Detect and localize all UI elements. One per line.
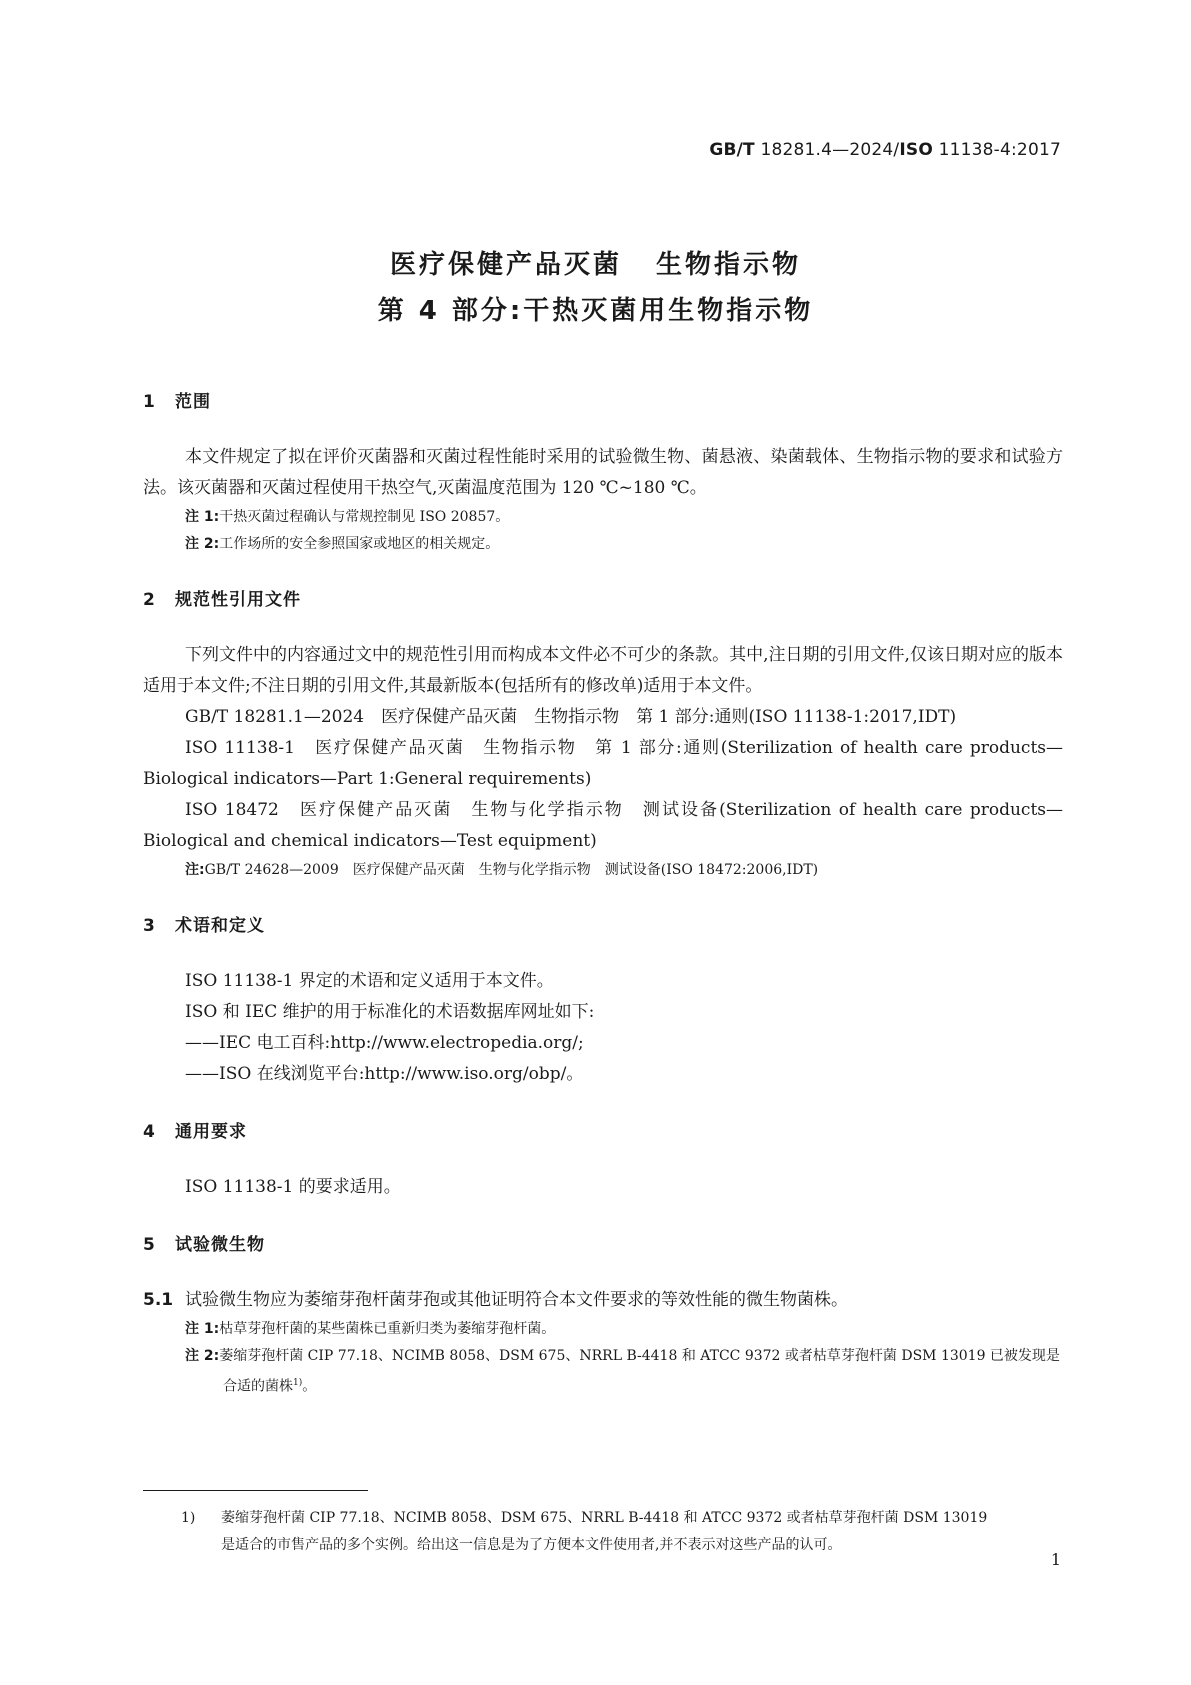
section-4-number: 4: [143, 1122, 156, 1142]
section-1-note-1: [143, 504, 1063, 531]
standard-number-header: [709, 140, 1061, 160]
section-5-note-2: [143, 1343, 1063, 1401]
normative-reference-1: GB/T 18281.1—2024 医疗保健产品灭菌 生物指示物 第 1 部分:通则(ISO 11138-1:2017,IDT): [185, 707, 957, 727]
normative-reference-3: ISO 18472 医疗保健产品灭菌 生物与化学指示物 测试设备(Sterilization of health care products—Biological and chemical indicators—Test equipment): [143, 800, 1063, 851]
note-label: 注 1:: [185, 1321, 220, 1337]
section-4-paragraph: ISO 11138-1 的要求适用。: [185, 1177, 401, 1197]
section-5-number: 5: [143, 1235, 156, 1255]
footnote-mark: 1): [181, 1510, 196, 1526]
page-number: 1: [1050, 1550, 1061, 1569]
section-1-paragraph: 本文件规定了拟在评价灭菌器和灭菌过程性能时采用的试验微生物、菌悬液、染菌载体、生物指示物的要求和试验方法。该灭菌器和灭菌过程使用干热空气,灭菌温度范围为 120 ℃~180 ℃。: [143, 447, 1063, 498]
section-3-title: 术语和定义: [175, 916, 265, 936]
section-3-number: 3: [143, 916, 156, 936]
section-4-heading: [143, 1120, 1063, 1144]
header-iso-code: 11138-4:2017: [932, 140, 1061, 160]
header-iso-prefix: ISO: [899, 140, 933, 160]
clause-5-1-number: 5.1: [143, 1290, 174, 1310]
section-1-heading: [143, 390, 1063, 414]
header-prefix: GB/T: [709, 140, 755, 160]
title-line1-part-a: 医疗保健产品灭菌: [389, 250, 622, 280]
note-label: 注 1:: [185, 509, 220, 525]
footnote-line-2: 是适合的市售产品的多个实例。给出这一信息是为了方便本文件使用者,并不表示对这些产品的认可。: [221, 1537, 842, 1553]
clause-5-1-text: 试验微生物应为萎缩芽孢杆菌芽孢或其他证明符合本文件要求的等效性能的微生物菌株。: [185, 1290, 848, 1310]
note-text: 枯草芽孢杆菌的某些菌株已重新归类为萎缩芽孢杆菌。: [219, 1321, 556, 1337]
note-text: 工作场所的安全参照国家或地区的相关规定。: [219, 536, 500, 552]
note-text: GB/T 24628—2009 医疗保健产品灭菌 生物与化学指示物 测试设备(ISO 18472:2006,IDT): [204, 862, 819, 878]
section-2-note: [143, 857, 1063, 884]
footnote: [143, 1505, 1063, 1559]
section-4-title: 通用要求: [175, 1122, 247, 1142]
footnote-separator: [143, 1490, 368, 1491]
termbase-iso-link: ——ISO 在线浏览平台:http://www.iso.org/obp/。: [185, 1064, 584, 1084]
header-code: 18281.4—2024/: [754, 140, 900, 160]
note-end: 。: [302, 1378, 317, 1395]
footnote-line-1: [143, 1505, 1063, 1532]
section-2-heading: [143, 588, 1063, 612]
section-5-heading: [143, 1233, 1063, 1257]
document-body: [143, 390, 1063, 1401]
note-label: 注 2:: [185, 1348, 220, 1364]
section-2-number: 2: [143, 590, 156, 610]
note-text: 干热灭菌过程确认与常规控制见 ISO 20857。: [219, 509, 510, 525]
note-label: 注 2:: [185, 536, 220, 552]
section-2-title: 规范性引用文件: [175, 590, 301, 610]
note-text: 萎缩芽孢杆菌 CIP 77.18、NCIMB 8058、DSM 675、NRRL B-4418 和 ATCC 9372 或者枯草芽孢杆菌 DSM 13019 已被发现是合适的菌株: [219, 1348, 1060, 1395]
document-title-line1: [0, 244, 1191, 281]
document-title-line2: 第 4 部分:干热灭菌用生物指示物: [377, 296, 814, 326]
normative-reference-2: ISO 11138-1 医疗保健产品灭菌 生物指示物 第 1 部分:通则(Sterilization of health care products—Biological indicators—Part 1:General requirements): [143, 738, 1063, 789]
footnote-text-1: 萎缩芽孢杆菌 CIP 77.18、NCIMB 8058、DSM 675、NRRL B-4418 和 ATCC 9372 或者枯草芽孢杆菌 DSM 13019: [221, 1510, 988, 1526]
section-3-line-2: ISO 和 IEC 维护的用于标准化的术语数据库网址如下:: [185, 1002, 595, 1022]
section-1-number: 1: [143, 392, 156, 412]
section-3-line-1: ISO 11138-1 界定的术语和定义适用于本文件。: [185, 971, 554, 991]
section-5-note-1: [143, 1316, 1063, 1343]
note-label: 注:: [185, 862, 205, 878]
clause-5-1: [143, 1285, 1063, 1316]
section-1-note-2: [143, 531, 1063, 558]
section-2-paragraph: 下列文件中的内容通过文中的规范性引用而构成本文件必不可少的条款。其中,注日期的引用文件,仅该日期对应的版本适用于本文件;不注日期的引用文件,其最新版本(包括所有的修改单)适用于本文件。: [143, 645, 1063, 696]
footnote-reference: 1): [293, 1378, 303, 1388]
section-1-title: 范围: [175, 392, 211, 412]
title-line1-part-b: 生物指示物: [656, 250, 802, 280]
section-5-title: 试验微生物: [175, 1235, 265, 1255]
termbase-iec-link: ——IEC 电工百科:http://www.electropedia.org/;: [185, 1033, 584, 1053]
section-3-heading: [143, 914, 1063, 938]
